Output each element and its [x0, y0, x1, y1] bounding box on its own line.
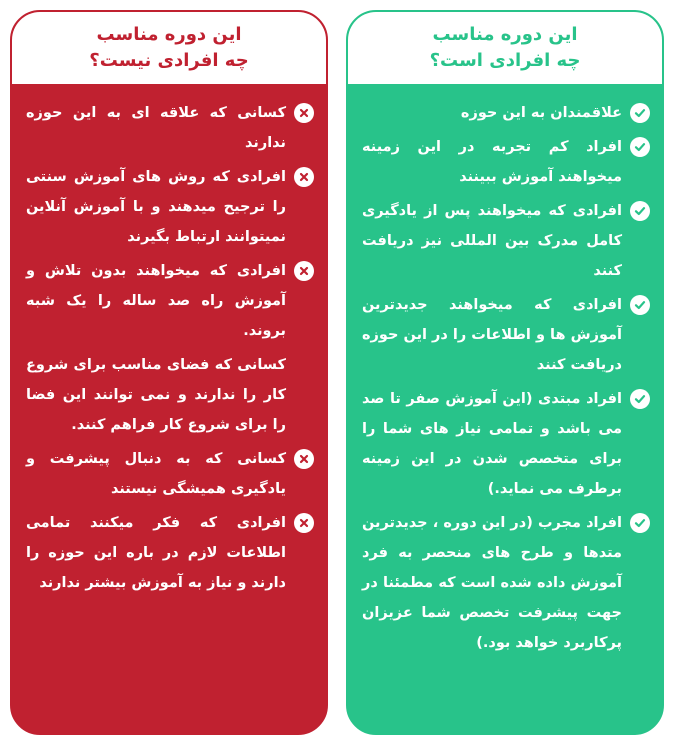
x-circle-icon: [294, 167, 314, 187]
not-suitable-for-card: [10, 10, 328, 735]
list-item-text: افرادی که میخواهند جدیدترین آموزش ها و اطلاعات را در این حوزه دریافت کنند: [362, 297, 622, 373]
suitable-for-card: [346, 10, 664, 735]
list-item: [362, 196, 650, 286]
list-item: [362, 290, 650, 380]
list-item: [26, 256, 314, 346]
suitable-for-list: [348, 92, 662, 733]
list-item-text: افرادی که میخواهند بدون تلاش و آموزش راه صد ساله را یک شبه بروند.: [26, 263, 286, 339]
list-item-text: افراد مبتدی (این آموزش صفر تا صد می باشد و تمامی نیاز های شما را برای متخصص شدن در این زمینه برطرف می نماید.): [362, 391, 622, 497]
suitable-for-title-line1: این دوره مناسب: [432, 24, 578, 45]
list-item-text: افرادی که فکر میکنند تمامی اطلاعات لازم در باره این حوزه را دارند و نیاز به آموزش بیشتر ندارند: [26, 515, 286, 591]
check-circle-icon: [630, 137, 650, 157]
check-circle-icon: [630, 103, 650, 123]
check-circle-icon: [630, 295, 650, 315]
list-item: [26, 444, 314, 504]
suitable-for-header: [348, 12, 662, 84]
x-circle-icon: [294, 261, 314, 281]
x-circle-icon: [294, 103, 314, 123]
list-item-text: کسانی که به دنبال پیشرفت و یادگیری همیشگی نیستند: [26, 451, 286, 497]
not-suitable-for-title-line1: این دوره مناسب: [96, 24, 242, 45]
x-circle-icon: [294, 513, 314, 533]
list-item: [362, 384, 650, 504]
list-item-text: افراد مجرب (در این دوره ، جدیدترین متدها و طرح های منحصر به فرد آموزش داده شده است که مطمئنا در جهت پیشرفت تخصص شما عزیزان پرکاربرد خواهد بود.): [362, 515, 622, 651]
list-item: [362, 98, 650, 128]
list-item: [26, 98, 314, 158]
list-item: [362, 132, 650, 192]
check-circle-icon: [630, 389, 650, 409]
not-suitable-for-header: [12, 12, 326, 84]
not-suitable-for-list: [12, 92, 326, 733]
list-item: [26, 508, 314, 598]
list-item: [26, 350, 314, 440]
list-item-text: افرادی که میخواهند پس از یادگیری کامل مدرک بین المللی نیز دریافت کنند: [362, 203, 622, 279]
suitable-for-title-line2: چه افرادی است؟: [429, 50, 581, 71]
not-suitable-for-title-line2: چه افرادی نیست؟: [89, 50, 249, 71]
list-item-text: کسانی که علاقه ای به این حوزه ندارند: [26, 105, 286, 151]
x-circle-icon: [294, 355, 314, 375]
check-circle-icon: [630, 201, 650, 221]
check-circle-icon: [630, 513, 650, 533]
list-item-text: علاقمندان به این حوزه: [460, 105, 622, 121]
x-circle-icon: [294, 449, 314, 469]
list-item-text: افرادی که روش های آموزش سنتی را ترجیح میدهند و با آموزش آنلاین نمیتوانند ارتباط بگیرند: [26, 169, 286, 245]
list-item-text: کسانی که فضای مناسب برای شروع کار را ندارند و نمی توانند این فضا را برای شروع کار فراهم کنند.: [26, 357, 286, 433]
list-item: [26, 162, 314, 252]
list-item: [362, 508, 650, 658]
list-item-text: افراد کم تجربه در این زمینه میخواهند آموزش ببینند: [362, 139, 622, 185]
